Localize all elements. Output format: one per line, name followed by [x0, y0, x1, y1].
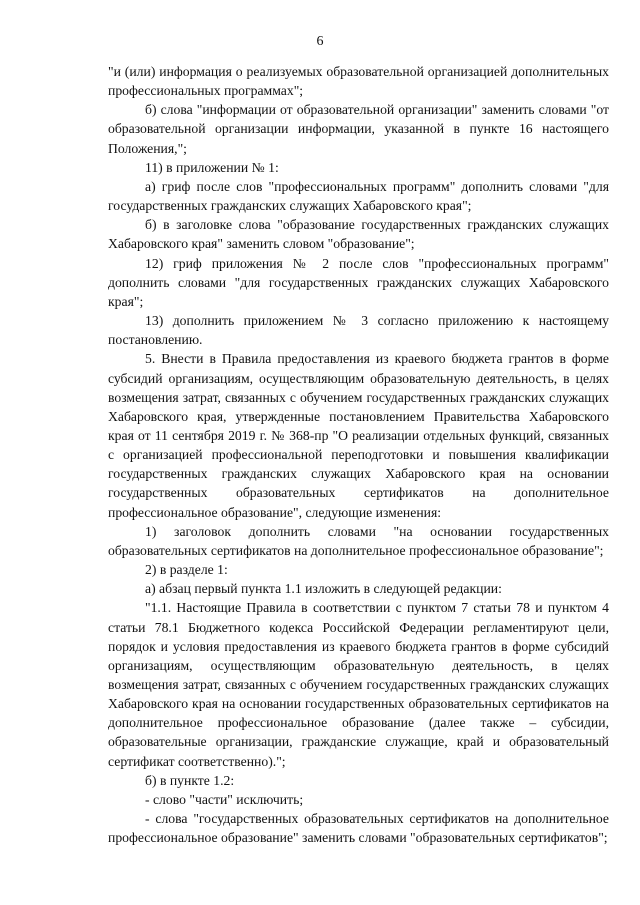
- document-body: [108, 62, 609, 847]
- paragraph: 2) в разделе 1:: [145, 562, 228, 578]
- paragraph: б) в заголовке слова "образование государственных гражданских служащих Хабаровского края" заменить словом "образование";: [108, 217, 609, 252]
- paragraph: 11) в приложении № 1:: [145, 159, 279, 175]
- paragraph: а) гриф после слов "профессиональных программ" дополнить словами "для государственных гражданских служащих Хабаровского края";: [108, 178, 609, 214]
- paragraph: "1.1. Настоящие Правила в соответствии с пунктом 7 статьи 78 и пунктом 4 статьи 78.1 Бюджетного кодекса Российской Федерации регламентируют цели, порядок и условия предоставления из краевого бюджета грантов в форме субсидий организациям, осуществляющим образовательную деятельность, в целях возмещения затрат, связанных с обучением государственных гражданских служащих Хабаровского края на основании государственных образовательных сертификатов на дополнительное профессиональное образование (далее также – субсидии, образовательные организации, гражданские служащие, край и образовательный сертификат соответственно).";: [108, 600, 609, 769]
- paragraph: "и (или) информация о реализуемых образовательной организацией дополнительных профессиональных программах";: [108, 64, 609, 99]
- paragraph: 5. Внести в Правила предоставления из краевого бюджета грантов в форме субсидий организациям, осуществляющим образовательную деятельность, в целях возмещения затрат, связанных с обучением государственных гражданских служащих Хабаровского края, утвержденные постановлением Правительства Хабаровского края от 11 сентября 2019 г. № 368-пр "О реализации отдельных функций, связанных с организацией профессиональной переподготовки и повышения квалификации государственных гражданских служащих Хабаровского края на основании государственных образовательных сертификатов на дополнительное профессиональное образование", следующие изменения:: [108, 351, 609, 520]
- paragraph: б) в пункте 1.2:: [145, 772, 235, 788]
- page-number: 6: [316, 34, 324, 49]
- paragraph: а) абзац первый пункта 1.1 изложить в следующей редакции:: [145, 581, 502, 597]
- paragraph: 1) заголовок дополнить словами "на основании государственных образовательных сертификатов на дополнительное профессиональное образование";: [108, 523, 609, 558]
- paragraph: 12) гриф приложения № 2 после слов "профессиональных программ" дополнить словами "для государственных гражданских служащих Хабаровского края";: [108, 255, 609, 309]
- paragraph: 13) дополнить приложением № 3 согласно приложению к настоящему постановлению.: [108, 313, 609, 348]
- paragraph: б) слова "информации от образовательной организации" заменить словами "от образовательной организации информации, указанной в пункте 16 настоящего Положения,";: [108, 102, 609, 156]
- paragraph: - слова "государственных образовательных сертификатов на дополнительное профессиональное образование" заменить словами "образовательных сертификатов";: [108, 811, 609, 846]
- paragraph: - слово "части" исключить;: [145, 791, 304, 807]
